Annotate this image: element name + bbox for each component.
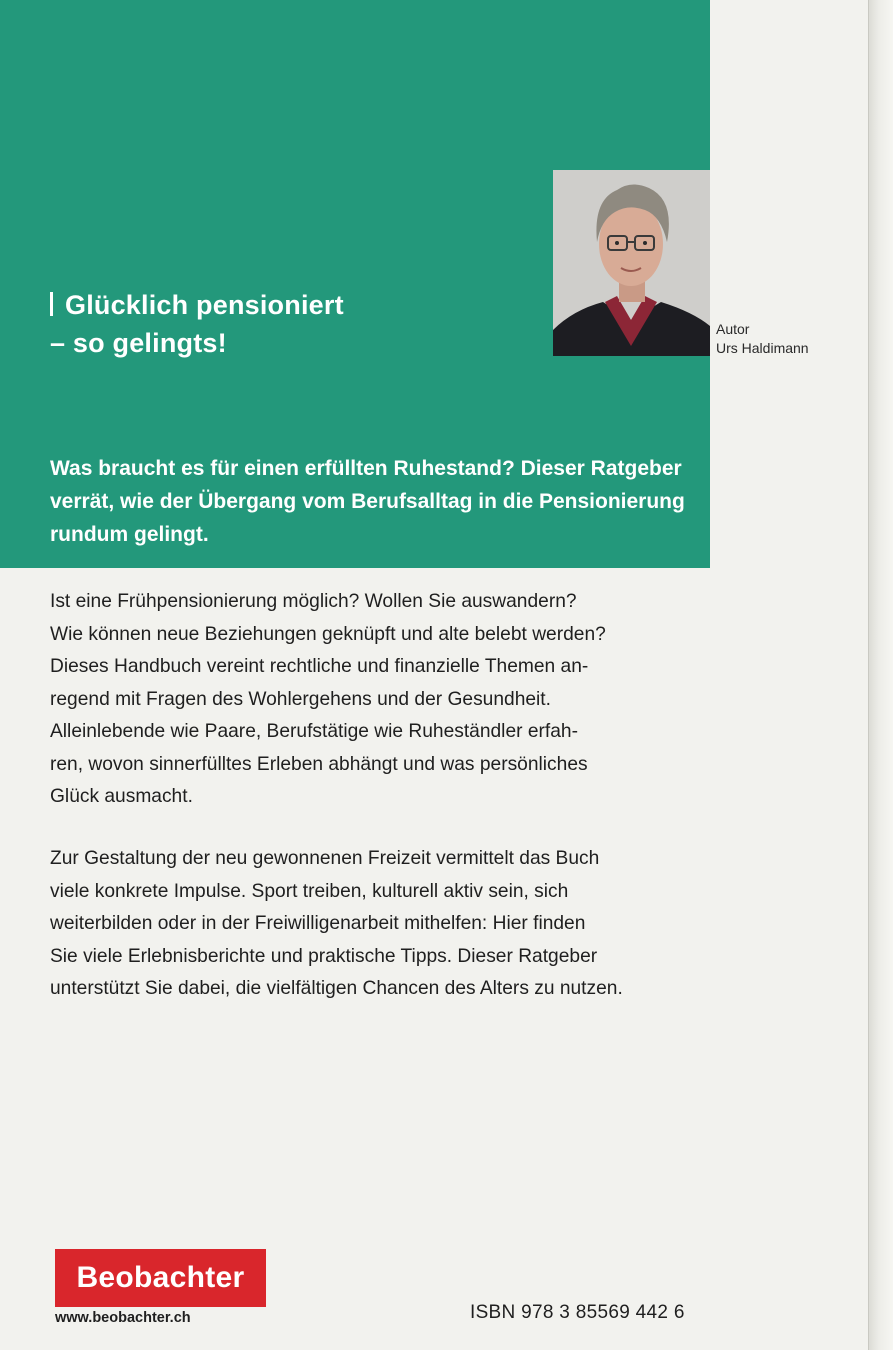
body-paragraph-1: [50, 586, 710, 814]
text-line: weiterbilden oder in der Freiwilligenarbeit mithelfen: Hier finden: [50, 913, 586, 934]
publisher-url: www.beobachter.ch: [55, 1310, 191, 1326]
lead-paragraph: Was braucht es für einen erfüllten Ruhestand? Dieser Ratgeber verrät, wie der Übergang vom Berufsalltag in die Pensionierung rundum gelingt.: [50, 457, 685, 546]
tagline-line-1: Glücklich pensioniert: [50, 286, 344, 324]
text-line: viele konkrete Impulse. Sport treiben, kulturell aktiv sein, sich: [50, 880, 569, 902]
text-line: Glück ausmacht.: [50, 786, 193, 807]
tagline: [50, 286, 344, 362]
text-line: Sie viele Erlebnisberichte und praktische Tipps. Dieser Ratgeber: [50, 945, 598, 967]
text-line: regend mit Fragen des Wohlergehens und der Gesundheit.: [50, 688, 551, 710]
tagline-bar-icon: [50, 292, 53, 316]
author-caption: [716, 320, 809, 358]
author-role: Autor: [716, 321, 750, 337]
text-line: Zur Gestaltung der neu gewonnenen Freizeit vermittelt das Buch: [50, 848, 600, 869]
body-paragraph-2: [50, 843, 710, 1006]
publisher-logo: Beobachter: [55, 1249, 266, 1307]
page-edge: [868, 0, 893, 1350]
text-line: unterstützt Sie dabei, die vielfältigen Chancen des Alters zu nutzen.: [50, 978, 623, 999]
tagline-line-2: – so gelingts!: [50, 328, 227, 358]
text-line: Dieses Handbuch vereint rechtliche und finanzielle Themen an-: [50, 656, 589, 677]
author-photo: [553, 170, 710, 356]
text-line: Alleinlebende wie Paare, Berufstätige wie Ruheständler erfah-: [50, 721, 578, 742]
author-name: Urs Haldimann: [716, 340, 809, 356]
isbn: ISBN 978 3 85569 442 6: [470, 1302, 685, 1323]
author-portrait-icon: [553, 170, 710, 356]
text-line: Wie können neue Beziehungen geknüpft und alte belebt werden?: [50, 623, 606, 645]
text-line: Ist eine Frühpensionierung möglich? Wollen Sie auswandern?: [50, 591, 577, 612]
text-line: ren, wovon sinnerfülltes Erleben abhängt und was persönliches: [50, 753, 588, 775]
